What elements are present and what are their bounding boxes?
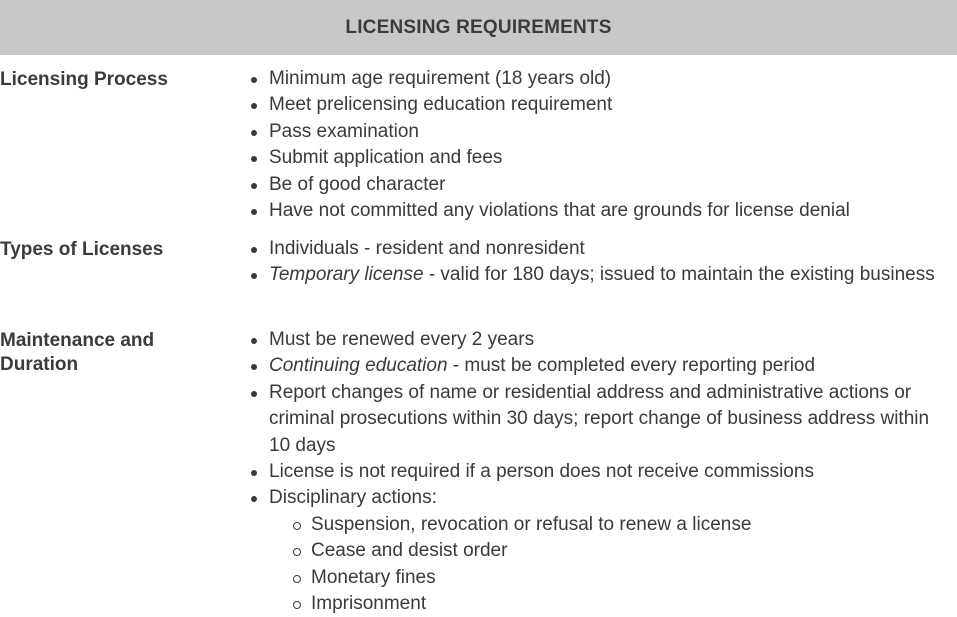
list-item-text: - valid for 180 days; issued to maintain the existing business <box>423 264 935 286</box>
list-item: Submit application and fees <box>247 145 952 171</box>
list-item <box>247 485 952 617</box>
sub-list-item: Imprisonment <box>289 591 952 617</box>
section-label-line: Maintenance and <box>0 330 155 351</box>
list-item-text: - must be completed every reporting period <box>447 355 816 377</box>
disciplinary-actions-list <box>289 512 952 617</box>
licensing-process-list <box>247 66 952 224</box>
sub-list-item: Monetary fines <box>289 565 952 591</box>
list-item: Individuals - resident and nonresident <box>247 236 952 262</box>
maintenance-and-duration-list <box>247 327 952 617</box>
list-item: Pass examination <box>247 119 952 145</box>
list-item: Be of good character <box>247 172 952 198</box>
list-item: Have not committed any violations that are grounds for license denial <box>247 198 952 224</box>
list-item <box>247 353 952 379</box>
page-title: LICENSING REQUIREMENTS <box>345 16 612 38</box>
list-item: License is not required if a person does not receive commissions <box>247 459 952 485</box>
sub-list-item: Suspension, revocation or refusal to renew a license <box>289 512 952 538</box>
list-item: Report changes of name or residential address and administrative actions or criminal prosecutions within 30 days; report change of business address within 10 days <box>247 380 952 459</box>
list-item: Must be renewed every 2 years <box>247 327 952 353</box>
section-label-line: Duration <box>0 354 79 375</box>
list-item: Minimum age requirement (18 years old) <box>247 66 952 92</box>
types-of-licenses-list <box>247 236 952 289</box>
table-header <box>0 0 957 55</box>
section-label-types-of-licenses: Types of Licenses <box>0 239 164 260</box>
section-label-licensing-process: Licensing Process <box>0 69 168 90</box>
sub-list-item: Cease and desist order <box>289 538 952 564</box>
list-item <box>247 262 952 288</box>
list-item-text: Disciplinary actions: <box>269 487 437 509</box>
list-item-emphasis: Continuing education <box>269 355 448 377</box>
list-item-emphasis: Temporary license <box>269 264 424 286</box>
section-label-maintenance-and-duration <box>0 329 154 377</box>
list-item: Meet prelicensing education requirement <box>247 92 952 118</box>
